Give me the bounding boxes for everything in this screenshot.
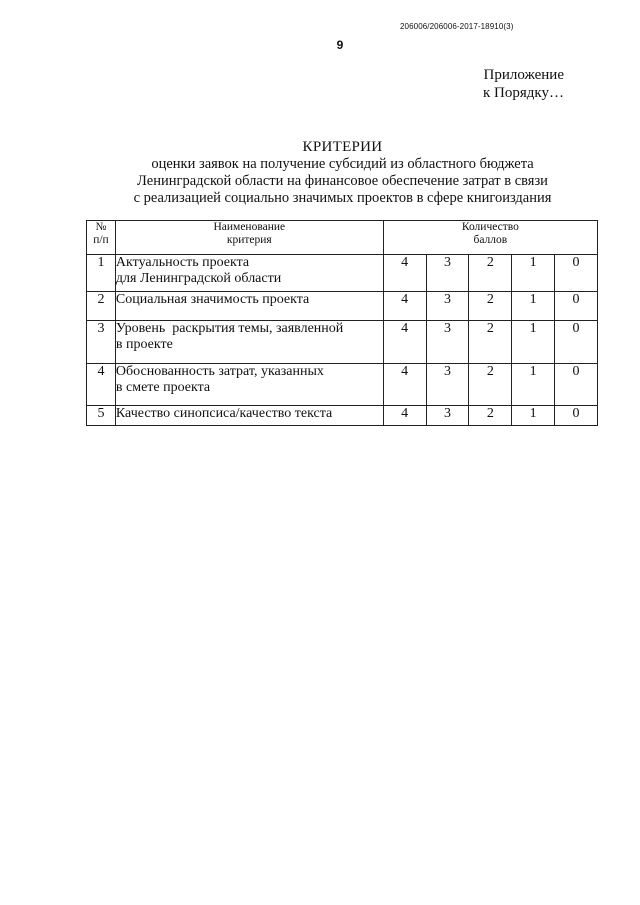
table-row <box>87 292 598 321</box>
row-criterion: Качество синопсиса/качество текста <box>115 406 383 426</box>
score-cell: 3 <box>426 364 469 406</box>
score-cell: 2 <box>469 255 512 292</box>
header-num: № п/п <box>87 221 116 255</box>
score-cell: 0 <box>555 292 598 321</box>
criteria-table <box>86 220 598 426</box>
document-title <box>90 138 595 207</box>
score-cell: 4 <box>383 364 426 406</box>
score-cell: 4 <box>383 255 426 292</box>
score-cell: 3 <box>426 321 469 364</box>
appendix-line-2: к Порядку… <box>483 85 564 101</box>
score-cell: 4 <box>383 321 426 364</box>
score-cell: 2 <box>469 321 512 364</box>
appendix-note <box>430 66 564 102</box>
row-criterion: Уровень раскрытия темы, заявленной в проекте <box>115 321 383 364</box>
row-criterion: Обоснованность затрат, указанных в смете проекта <box>115 364 383 406</box>
table-row <box>87 406 598 426</box>
page-number: 9 <box>336 38 344 52</box>
score-cell: 4 <box>383 406 426 426</box>
header-name: Наименование критерия <box>115 221 383 255</box>
score-cell: 3 <box>426 292 469 321</box>
score-cell: 0 <box>555 406 598 426</box>
score-cell: 0 <box>555 321 598 364</box>
row-criterion: Социальная значимость проекта <box>115 292 383 321</box>
title-main: КРИТЕРИИ <box>302 139 383 155</box>
row-num: 5 <box>87 406 116 426</box>
table-header-row <box>87 221 598 255</box>
score-cell: 1 <box>512 255 555 292</box>
score-cell: 0 <box>555 364 598 406</box>
score-cell: 3 <box>426 406 469 426</box>
title-line-2: Ленинградской области на финансовое обеспечение затрат в связи <box>137 173 548 189</box>
row-num: 2 <box>87 292 116 321</box>
appendix-line-1: Приложение <box>483 67 564 83</box>
row-num: 4 <box>87 364 116 406</box>
row-criterion: Актуальность проекта для Ленинградской области <box>115 255 383 292</box>
row-num: 1 <box>87 255 116 292</box>
document-id: 206006/206006-2017-18910(3) <box>400 22 514 31</box>
header-score: Количество баллов <box>383 221 597 255</box>
score-cell: 2 <box>469 292 512 321</box>
score-cell: 1 <box>512 321 555 364</box>
score-cell: 0 <box>555 255 598 292</box>
score-cell: 4 <box>383 292 426 321</box>
score-cell: 1 <box>512 406 555 426</box>
score-cell: 1 <box>512 364 555 406</box>
title-line-3: с реализацией социально значимых проектов в сфере книгоиздания <box>133 190 552 206</box>
table-row <box>87 255 598 292</box>
title-line-1: оценки заявок на получение субсидий из областного бюджета <box>151 156 534 172</box>
score-cell: 3 <box>426 255 469 292</box>
row-num: 3 <box>87 321 116 364</box>
score-cell: 2 <box>469 364 512 406</box>
score-cell: 1 <box>512 292 555 321</box>
table-row <box>87 321 598 364</box>
score-cell: 2 <box>469 406 512 426</box>
table-row <box>87 364 598 406</box>
